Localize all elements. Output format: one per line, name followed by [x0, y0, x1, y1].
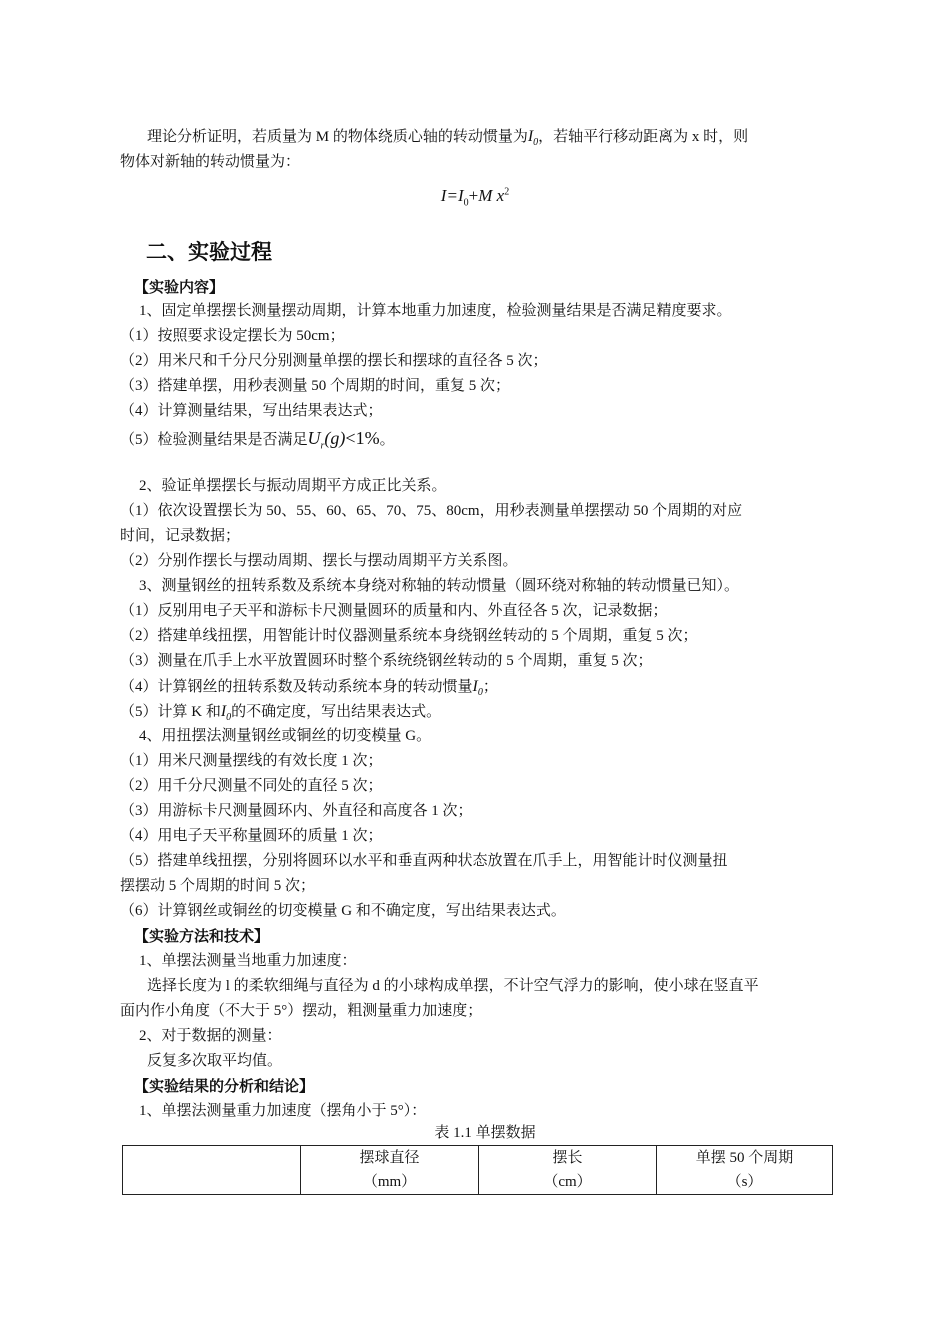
- table-header-cell: 摆长 （cm）: [479, 1146, 657, 1195]
- content-line: 2、验证单摆摆长与振动周期平方成正比关系。: [139, 478, 447, 494]
- content-line: 1、固定单摆摆长测量摆动周期，计算本地重力加速度，检验测量结果是否满足精度要求。: [139, 303, 732, 319]
- content-line: （4）计算钢丝的扭转系数及转动系统本身的转动惯量$I_0$；: [120, 678, 498, 699]
- table-header-cell: 摆球直径 （mm）: [301, 1146, 479, 1195]
- table-header-cell: [123, 1146, 301, 1195]
- content-line: （2）用米尺和千分尺分别测量单摆的摆长和摆球的直径各 5 次；: [120, 353, 548, 369]
- content-line: （2）用千分尺测量不同处的直径 5 次；: [120, 778, 383, 794]
- i0-symbol: $I_0$: [472, 678, 483, 699]
- table-header-cell: 单摆 50 个周期 （s）: [657, 1146, 833, 1195]
- content-line: （1）反别用电子天平和游标卡尺测量圆环的质量和内、外直径各 5 次，记录数据；: [120, 603, 668, 619]
- content-line: （3）测量在爪手上水平放置圆环时整个系统绕钢丝转动的 5 个周期，重复 5 次；: [120, 653, 653, 669]
- method-line: 选择长度为 l 的柔软细绳与直径为 d 的小球构成单摆，不计空气浮力的影响，使小球在竖直平: [147, 978, 759, 994]
- method-line: 2、对于数据的测量：: [139, 1028, 282, 1044]
- content-line: （5）计算 K 和$I_0$的不确定度，写出结果表达式。: [120, 703, 442, 724]
- content-line: （2）分别作摆长与摆动周期、摆长与摆动周期平方关系图。: [120, 553, 518, 569]
- table-header-row: [123, 1146, 833, 1195]
- parallel-axis-formula: $I=I_0+M$ $x^2$: [440, 186, 510, 209]
- content-line: 时间，记录数据；: [120, 528, 241, 544]
- method-header: 【实验方法和技术】: [134, 927, 270, 945]
- content-line: （3）搭建单摆，用秒表测量 50 个周期的时间，重复 5 次；: [120, 378, 511, 394]
- content-line: （6）计算钢丝或铜丝的切变模量 G 和不确定度，写出结果表达式。: [120, 903, 566, 919]
- ur-condition: $U_r(g)<1\%$: [307, 428, 380, 452]
- method-line: 1、单摆法测量当地重力加速度：: [139, 953, 357, 969]
- content-line: 摆摆动 5 个周期的时间 5 次；: [120, 878, 316, 894]
- section-title: 二、实验过程: [146, 240, 272, 264]
- content-line: （1）按照要求设定摆长为 50cm；: [120, 328, 345, 344]
- i0-symbol: $I_0$: [220, 703, 232, 724]
- content-header: 【实验内容】: [134, 278, 225, 296]
- method-line: 反复多次取平均值。: [147, 1053, 283, 1069]
- content-line: 3、测量钢丝的扭转系数及系统本身绕对称轴的转动惯量（圆环绕对称轴的转动惯量已知）。: [139, 578, 740, 594]
- content-line: （1）用米尺测量摆线的有效长度 1 次；: [120, 753, 383, 769]
- content-line: （1）依次设置摆长为 50、55、60、65、70、75、80cm，用秒表测量单摆摆动 50 个周期的对应: [120, 503, 743, 519]
- content-line: （4）用电子天平称量圆环的质量 1 次；: [120, 828, 383, 844]
- analysis-header: 【实验结果的分析和结论】: [134, 1077, 315, 1095]
- content-line: 4、用扭摆法测量钢丝或铜丝的切变模量 G。: [139, 728, 432, 744]
- analysis-line: 1、单摆法测量重力加速度（摆角小于 5°）：: [139, 1103, 427, 1119]
- table-caption: 表 1.1 单摆数据: [434, 1125, 536, 1141]
- pendulum-data-table: [122, 1145, 833, 1195]
- intro-line-2: 物体对新轴的转动惯量为：: [120, 154, 301, 170]
- content-line: （5）搭建单线扭摆，分别将圆环以水平和垂直两种状态放置在爪手上，用智能计时仪测量扭: [120, 853, 728, 869]
- i0-symbol: $I_0$: [527, 128, 539, 149]
- content-line: （3）用游标卡尺测量圆环内、外直径和高度各 1 次；: [120, 803, 473, 819]
- method-line: 面内作小角度（不大于 5°）摆动，粗测量重力加速度；: [120, 1003, 483, 1019]
- intro-line-1: 理论分析证明，若质量为 M 的物体绕质心轴的转动惯量为$I_0$，若轴平行移动距离为 x 时，则: [147, 128, 749, 149]
- content-line: （2）搭建单线扭摆，用智能计时仪器测量系统本身绕钢丝转动的 5 个周期，重复 5 次；: [120, 628, 698, 644]
- content-line: （5）检验测量结果是否满足$U_r(g)<1\%$。: [120, 428, 395, 452]
- content-line: （4）计算测量结果，写出结果表达式；: [120, 403, 383, 419]
